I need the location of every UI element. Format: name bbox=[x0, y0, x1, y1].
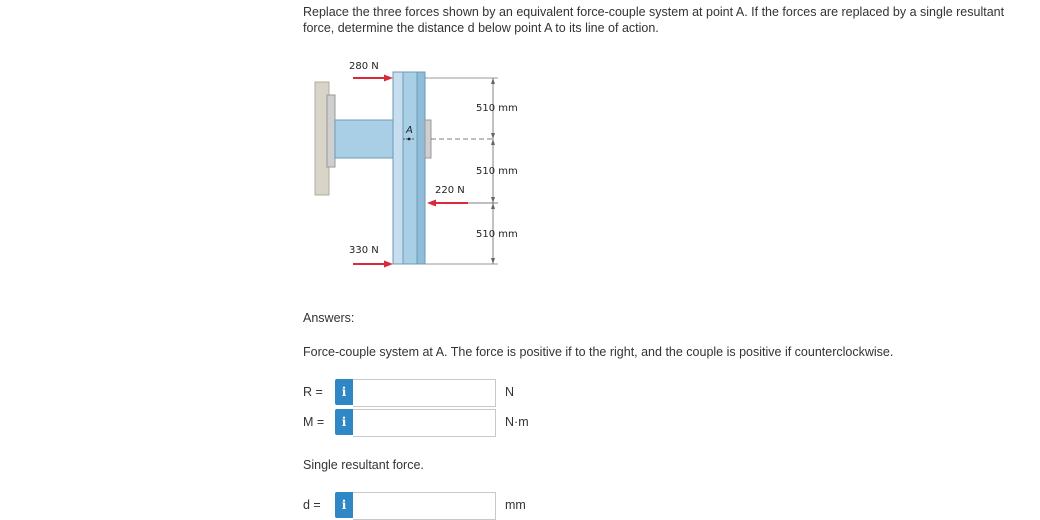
dimension-label-1: 510 mm bbox=[476, 103, 518, 114]
beam-flange-left bbox=[393, 72, 403, 264]
var-label-r: R = bbox=[303, 385, 323, 399]
answer-row-d bbox=[303, 492, 543, 520]
single-resultant-heading: Single resultant force. bbox=[303, 458, 424, 472]
unit-label-r: N bbox=[505, 385, 515, 399]
d-input[interactable] bbox=[353, 492, 496, 520]
point-a-dot bbox=[408, 138, 411, 141]
answer-row-m bbox=[303, 409, 543, 437]
unit-label-m: N·m bbox=[505, 415, 529, 429]
horizontal-arm bbox=[335, 120, 393, 158]
dimension-label-2: 510 mm bbox=[476, 166, 518, 177]
beam-web bbox=[403, 72, 417, 264]
dim-arrow-1 bbox=[491, 78, 495, 84]
dim-arrow-3 bbox=[491, 139, 495, 145]
dim-arrow-5 bbox=[491, 203, 495, 209]
wall-plate bbox=[327, 95, 335, 167]
beam-diagram bbox=[313, 60, 528, 288]
force-top-label: 280 N bbox=[349, 61, 379, 72]
force-top-arrow-head bbox=[384, 75, 393, 82]
info-icon[interactable]: i bbox=[335, 492, 353, 518]
force-bottom-arrow-head bbox=[384, 261, 393, 268]
point-a-label: A bbox=[406, 125, 413, 136]
force-mid-label: 220 N bbox=[435, 185, 465, 196]
force-mid-arrow-head bbox=[427, 200, 436, 207]
dim-arrow-6 bbox=[491, 258, 495, 264]
beam-flange-right bbox=[417, 72, 425, 264]
m-input[interactable] bbox=[353, 409, 496, 437]
dimension-label-3: 510 mm bbox=[476, 229, 518, 240]
info-icon[interactable]: i bbox=[335, 379, 353, 405]
var-label-m: M = bbox=[303, 415, 325, 429]
right-plate bbox=[425, 120, 431, 158]
var-label-d: d = bbox=[303, 498, 321, 512]
dim-arrow-4 bbox=[491, 197, 495, 203]
answer-row-r bbox=[303, 379, 543, 407]
info-icon[interactable]: i bbox=[335, 409, 353, 435]
dim-arrow-2 bbox=[491, 133, 495, 139]
force-bottom-label: 330 N bbox=[349, 245, 379, 256]
question-text: Replace the three forces shown by an equivalent force-couple system at point A. If the forces are replaced by a single resultant force, determine the distance d below point A to its line of action. bbox=[303, 5, 1005, 35]
r-input[interactable] bbox=[353, 379, 496, 407]
answers-heading: Answers: bbox=[303, 311, 355, 325]
force-couple-instructions: Force-couple system at A. The force is positive if to the right, and the couple is positive if counterclockwise. bbox=[303, 345, 894, 359]
unit-label-d: mm bbox=[505, 498, 526, 512]
problem-figure bbox=[313, 60, 528, 288]
